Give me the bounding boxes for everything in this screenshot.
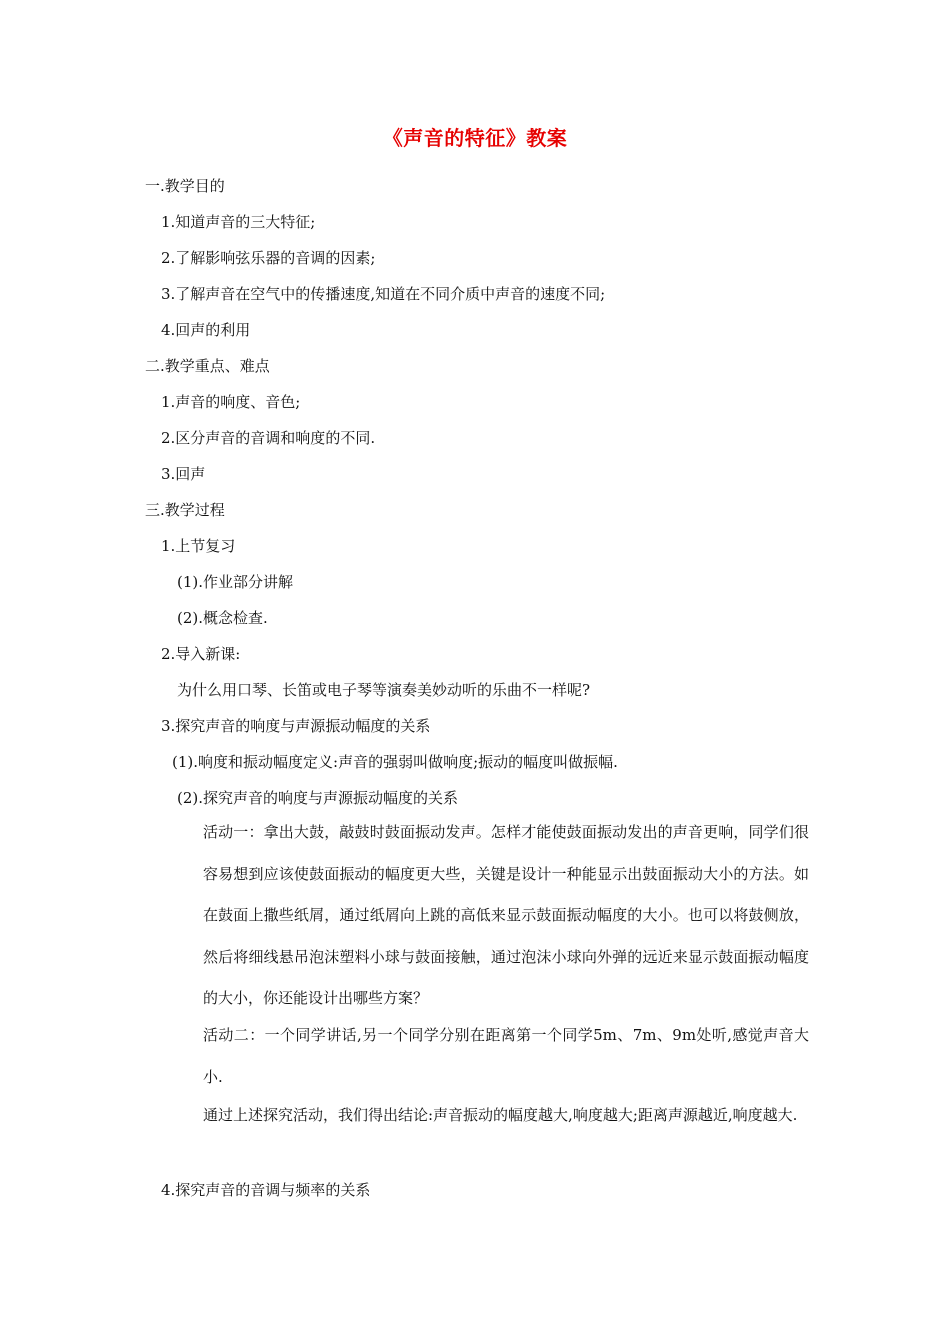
intro-label: 2.导入新课:: [161, 645, 241, 663]
explore-label: 3.探究声音的响度与声源振动幅度的关系: [161, 717, 431, 735]
pitch-label: 4.探究声音的音调与频率的关系: [161, 1181, 371, 1199]
intro-question: 为什么用口琴、长笛或电子琴等演奏美妙动听的乐曲不一样呢?: [177, 681, 591, 699]
key-point-item: 2.区分声音的音调和响度的不同.: [161, 429, 376, 447]
section-heading-objectives: 一.教学目的: [145, 177, 225, 195]
objective-item: 1.知道声音的三大特征;: [161, 213, 316, 231]
activity-two-paragraph: 活动二：一个同学讲话,另一个同学分别在距离第一个同学5m、7m、9m处听,感觉声音大小.: [203, 1026, 809, 1086]
document-title: 《声音的特征》教案: [382, 126, 568, 150]
section-heading-process: 三.教学过程: [145, 501, 225, 519]
review-sub-item: (2).概念检查.: [177, 609, 268, 627]
explore-sub-item: (1).响度和振动幅度定义:声音的强弱叫做响度;振动的幅度叫做振幅.: [172, 753, 618, 771]
section-heading-key-points: 二.教学重点、难点: [145, 357, 270, 375]
key-point-item: 3.回声: [161, 465, 206, 483]
review-label: 1.上节复习: [161, 537, 236, 555]
review-sub-item: (1).作业部分讲解: [177, 573, 294, 591]
activity-one-paragraph: 活动一：拿出大鼓，敲鼓时鼓面振动发声。怎样才能使鼓面振动发出的声音更响，同学们很容易想到应该使鼓面振动的幅度更大些，关键是设计一种能显示出鼓面振动大小的方法。如在鼓面上撒些纸屑，通过纸屑向上跳的高低来显示鼓面振动幅度的大小。也可以将鼓侧放，然后将细线悬吊泡沫塑料小球与鼓面接触，通过泡沫小球向外弹的远近来显示鼓面振动幅度的大小，你还能设计出哪些方案？: [203, 823, 809, 1007]
explore-sub-item: (2).探究声音的响度与声源振动幅度的关系: [177, 789, 459, 807]
objective-item: 2.了解影响弦乐器的音调的因素;: [161, 249, 376, 267]
conclusion-paragraph: 通过上述探究活动，我们得出结论:声音振动的幅度越大,响度越大;距离声源越近,响度越大.: [203, 1106, 798, 1124]
key-point-item: 1.声音的响度、音色;: [161, 393, 301, 411]
objective-item: 4.回声的利用: [161, 321, 251, 339]
objective-item: 3.了解声音在空气中的传播速度,知道在不同介质中声音的速度不同;: [161, 285, 606, 303]
